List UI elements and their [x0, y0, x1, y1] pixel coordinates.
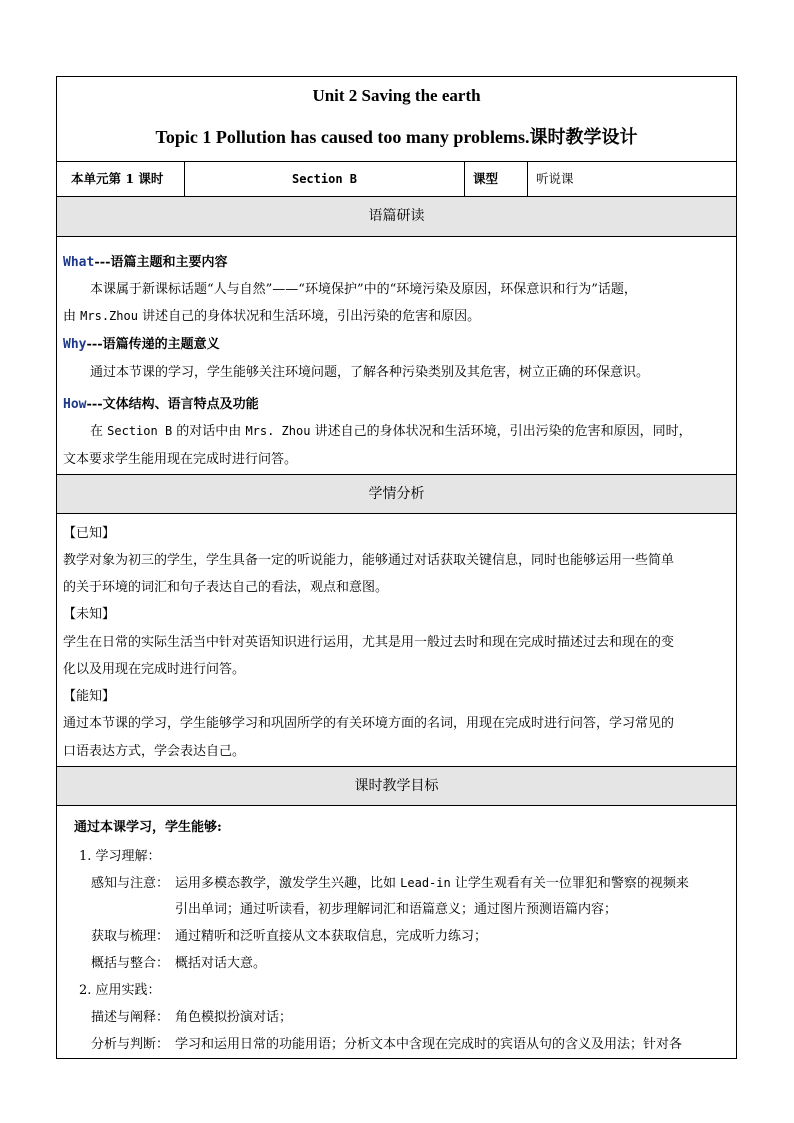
unknown-label: 【未知】 [63, 607, 116, 622]
lesson-type-value: 听说课 [536, 171, 574, 186]
describe-label: 描述与阐释： [91, 1010, 170, 1025]
topic-title-cn: 课时教学设计 [529, 127, 638, 148]
info-row [57, 162, 736, 197]
able-label: 【能知】 [63, 689, 116, 704]
section-name: Section B [185, 162, 465, 196]
what-text-2b: Mrs.Zhou [80, 309, 138, 323]
section-heading-objectives: 课时教学目标 [57, 767, 736, 806]
acquire-text: 通过精听和泛听直接从文本获取信息，完成听力练习； [175, 929, 488, 944]
why-keyword: Why [63, 337, 87, 352]
how-text-1b: Section B [107, 424, 173, 438]
lesson-type-label: 课型 [465, 162, 528, 196]
perceive-text-2: 引出单词；通过听读看，初步理解词汇和语篇意义；通过图片预测语篇内容； [175, 902, 618, 917]
why-label: ---语篇传递的主题意义 [86, 337, 220, 352]
known-text-2: 的关于环境的词汇和句子表达自己的看法，观点和意图。 [63, 580, 389, 595]
lesson-number: 本单元第 1 课时 [57, 162, 185, 196]
summarize-text: 概括对话大意。 [175, 956, 267, 971]
acquire-label: 获取与梳理： [91, 929, 170, 944]
what-text-2c: 讲述自己的身体状况和生活环境，引出污染的危害和原因。 [137, 309, 481, 324]
summarize-label: 概括与整合： [91, 956, 170, 971]
what-text-1: 本课属于新课标话题“人与自然”——“环境保护”中的“环境污染及原因，环保意识和行为”话题， [90, 282, 637, 297]
perceive-label: 感知与注意： [91, 876, 170, 891]
topic-title [57, 123, 736, 149]
perceive-text-1b: Lead-in [400, 876, 451, 890]
how-heading [63, 393, 736, 412]
section-heading-student-analysis: 学情分析 [57, 475, 736, 514]
what-heading [63, 251, 736, 270]
what-label: ---语篇主题和主要内容 [94, 255, 228, 270]
section-heading-text-analysis: 语篇研读 [57, 197, 736, 237]
how-text-1 [90, 420, 736, 439]
able-text-2: 口语表达方式，学会表达自己。 [63, 744, 246, 759]
objective-item-2: 2. 应用实践： [79, 983, 161, 998]
describe-text: 角色模拟扮演对话； [175, 1010, 293, 1025]
known-label: 【已知】 [63, 526, 116, 541]
unit-title: Unit 2 Saving the earth [312, 86, 481, 105]
text-analysis-body [57, 237, 736, 475]
how-text-1a: 在 [90, 424, 108, 439]
perceive-text-1 [175, 872, 736, 891]
analyze-label: 分析与判断： [91, 1037, 170, 1052]
analyze-text: 学习和运用日常的功能用语；分析文本中含现在完成时的宾语从句的含义及用法；针对各 [175, 1037, 683, 1052]
why-text: 通过本节课的学习，学生能够关注环境问题，了解各种污染类别及其危害，树立正确的环保意识。 [90, 365, 650, 380]
why-heading [63, 333, 736, 352]
what-text-2a: 由 [63, 309, 81, 324]
student-analysis-body [57, 514, 736, 767]
how-text-1e: 讲述自己的身体状况和生活环境，引出污染的危害和原因，同时， [310, 424, 692, 439]
objectives-body [57, 806, 736, 1060]
able-text-1: 通过本节课的学习，学生能够学习和巩固所学的有关环境方面的名词，用现在完成时进行问答，学习常见的 [63, 716, 675, 731]
objectives-intro: 通过本课学习，学生能够: [74, 820, 222, 835]
topic-title-en: Topic 1 Pollution has caused too many problems. [155, 127, 530, 147]
perceive-text-1a: 运用多模态教学，激发学生兴趣，比如 [175, 876, 401, 891]
how-text-2: 文本要求学生能用现在完成时进行问答。 [63, 452, 298, 467]
lesson-plan-table [56, 76, 737, 1059]
how-text-1c: 的对话中由 [172, 424, 246, 439]
what-text-2 [63, 305, 736, 324]
what-keyword: What [63, 255, 95, 270]
title-cell [57, 77, 736, 162]
perceive-text-1c: 让学生观看有关一位罪犯和警察的视频来 [450, 876, 689, 891]
how-label: ---文体结构、语言特点及功能 [86, 397, 259, 412]
how-keyword: How [63, 397, 87, 412]
unknown-text-1: 学生在日常的实际生活当中针对英语知识进行运用，尤其是用一般过去时和现在完成时描述过去和现在的变 [63, 635, 675, 650]
objective-item-1: 1. 学习理解： [79, 849, 161, 864]
unknown-text-2: 化以及用现在完成时进行问答。 [63, 662, 246, 677]
known-text-1: 教学对象为初三的学生，学生具备一定的听说能力，能够通过对话获取关键信息，同时也能够运用一些简单 [63, 553, 675, 568]
how-text-1d: Mrs. Zhou [245, 424, 311, 438]
